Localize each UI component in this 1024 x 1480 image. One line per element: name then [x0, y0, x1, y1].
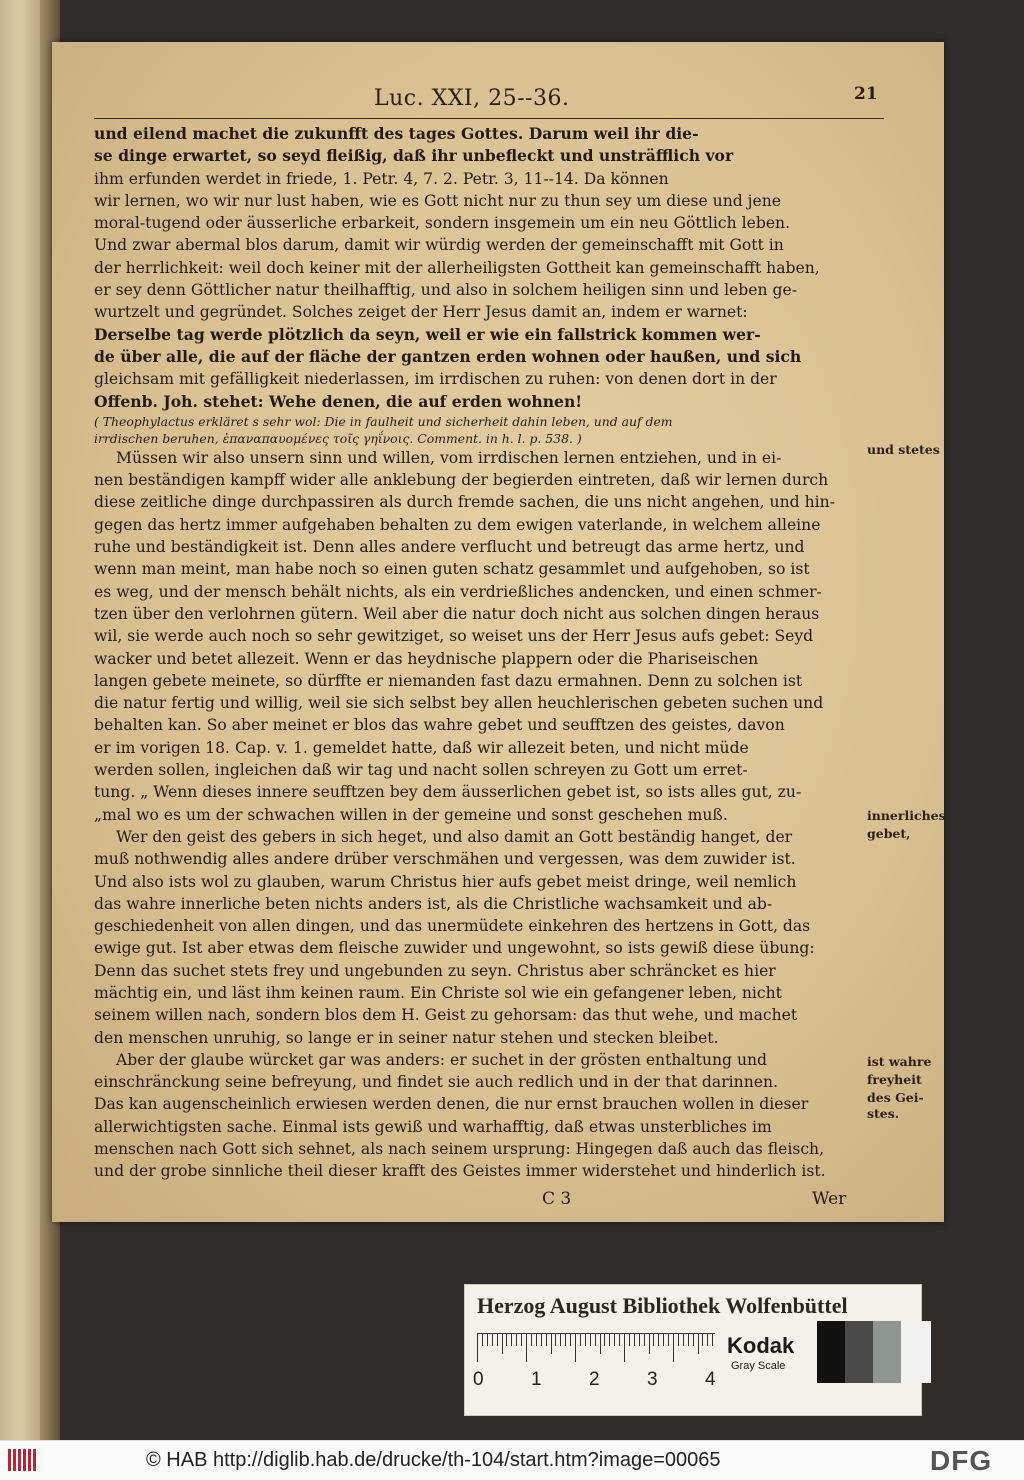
running-head [94, 86, 884, 118]
page-content [94, 86, 884, 1215]
text-line: menschen nach Gott sich sehnet, als nach seinem ursprung: Hingegen daß auch das fleisch, [94, 1140, 825, 1159]
text-line: ihm erfunden werdet in friede, 1. Petr. 4, 7. 2. Petr. 3, 11--14. Da können [94, 169, 669, 188]
text-line: wir lernen, wo wir nur lust haben, wie es Gott nicht nur zu thun sey um diese und jene [94, 191, 782, 210]
ruler-tick [629, 1334, 630, 1346]
text-line: Wer den geist des gebers in sich heget, und also damit an Gott beständig hanget, der [116, 827, 793, 846]
text-line: se dinge erwartet, so seyd fleißig, daß ihr unbefleckt und unsträfflich vor [94, 146, 734, 166]
text-line: mächtig ein, und läst ihm keinen raum. Ein Christe sol wie ein gefangener leben, nicht [94, 983, 782, 1002]
ruler-tick [595, 1334, 596, 1346]
ruler-tick [541, 1334, 542, 1346]
ruler-tick [658, 1334, 659, 1346]
text-line: Müssen wir also unsern sinn und willen, vom irrdischen lernen entziehen, und in ei- [116, 448, 782, 467]
ruler-tick [487, 1334, 488, 1346]
ruler-tick [526, 1334, 527, 1362]
ruler-tick [565, 1334, 566, 1346]
note-line: ( Theophylactus erkläret s sehr wol: Die in faulheit und sicherheit dahin leben, und auf dem [94, 413, 673, 429]
ruler-label: 4 [705, 1369, 716, 1390]
ruler-tick [521, 1334, 522, 1346]
page-foot [94, 1187, 884, 1215]
ruler-tick [482, 1334, 483, 1346]
margin-note: gebet, [867, 826, 911, 841]
ruler-tick [702, 1334, 703, 1346]
text-line: wurtzelt und gegründet. Solches zeiget der Herr Jesus damit an, indem er warnet: [94, 303, 748, 322]
ruler-tick [580, 1334, 581, 1346]
ruler-tick [502, 1334, 503, 1354]
gray-swatch [817, 1321, 847, 1383]
text-line: muß nothwendig alles andere drüber verschmähen und vergessen, was dem zuwider ist. [94, 850, 796, 869]
text-line: tzen über den verlohrnen gütern. Weil aber die natur doch nicht aus solchen dingen heraus [94, 604, 820, 623]
text-line: er sey denn Göttlicher natur theilhafftig, und also in solchem heiligen sinn und leben ge- [94, 281, 797, 300]
text-line: Aber der glaube würcket gar was anders: er suchet in der grösten enthaltung und [116, 1050, 768, 1069]
text-line: wacker und betet allezeit. Wenn er das heydnische plappern oder die Phariseischen [94, 649, 759, 668]
book-edge [0, 0, 60, 1440]
margin-note: freyheit [867, 1072, 922, 1087]
text-line: Denn das suchet stets frey und ungebunden zu seyn. Christus aber schräncket es hier [94, 961, 776, 980]
text-line: geschiedenheit von allen dingen, und das unermüdete einkehren des hertzens in Gott, das [94, 917, 811, 936]
page-number: 21 [854, 84, 878, 104]
dfg-logo: DFG [930, 1445, 993, 1476]
text-line: und der grobe sinnliche theil dieser krafft des Geistes immer widerstehet und hinderlich ist. [94, 1162, 826, 1181]
ruler-tick [663, 1334, 664, 1346]
ruler-tick [609, 1334, 610, 1346]
ruler-tick [536, 1334, 537, 1346]
copyright-link[interactable]: © HAB http://diglib.hab.de/drucke/th-104/start.htm?image=00065 [146, 1449, 721, 1471]
text-line: gegen das hertz immer aufgehaben behalten zu dem ewigen vaterlande, in welchem alleine [94, 515, 821, 534]
ruler-tick [551, 1334, 552, 1354]
text-line: ruhe und beständigkeit ist. Denn alles andere verflucht und betreugt das arme hertz, und [94, 538, 805, 557]
margin-note: des Gei- [867, 1090, 924, 1105]
text-line: Und zwar abermal blos darum, damit wir würdig werden der gemeinschafft mit Gott in [94, 236, 784, 255]
text-line: nen beständigen kampff wider alle anklebung der begierden eintreten, daß wir lernen durch [94, 471, 829, 490]
ruler-label: 3 [647, 1369, 658, 1390]
ruler-tick [546, 1334, 547, 1346]
ruler-tick [712, 1334, 713, 1346]
text-line: der herrlichkeit: weil doch keiner mit der allerheiligsten Gottheit kan gemeinschafft haben, [94, 258, 820, 277]
ruler-tick [555, 1334, 556, 1346]
margin-note: stes. [867, 1106, 900, 1121]
ruler-tick [600, 1334, 601, 1354]
ruler-tick [683, 1334, 684, 1346]
ruler-tick [619, 1334, 620, 1346]
ruler-tick [649, 1334, 650, 1354]
ruler-tick [644, 1334, 645, 1346]
hab-logo-icon [8, 1449, 44, 1471]
ruler-tick [506, 1334, 507, 1346]
text-line: diese zeitliche dinge durchpassiren als durch fremde sachen, die uns nicht angehen, und hin- [94, 493, 835, 512]
ruler-tick [634, 1334, 635, 1346]
ruler-tick [497, 1334, 498, 1346]
ruler-tick [673, 1334, 674, 1362]
ruler-tick [516, 1334, 517, 1346]
text-line: es weg, und der mensch behält nichts, als ein verdrießliches andencken, und einen schmer- [94, 582, 822, 601]
catchword: Wer [812, 1188, 847, 1209]
ruler-tick [688, 1334, 689, 1346]
ruler-tick [477, 1334, 478, 1362]
text-line: langen gebete meinete, so dürffte er niemanden fast dazu ermahnen. Denn zu solchen ist [94, 671, 803, 690]
ruler-tick [604, 1334, 605, 1346]
text-line: die natur fertig und willig, weil sie sich selbst bey allen heuchlerischen gebeten suchen und [94, 694, 824, 713]
ruler-tick [653, 1334, 654, 1346]
text-line: einschränckung seine befreyung, und findet sie auch redlich und in der that darinnen. [94, 1073, 778, 1092]
text-line: das wahre innerliche beten nichts anders ist, als die Christliche wachsamkeit und ab- [94, 894, 773, 913]
ruler-tick [511, 1334, 512, 1346]
margin-note: ist wahre [867, 1054, 932, 1069]
text-line: und eilend machet die zukunfft des tages Gottes. Darum weil ihr die- [94, 124, 699, 143]
ruler-label: 0 [473, 1369, 484, 1390]
text-line: wenn man meint, man habe noch so einen guten schatz gesammlet und aufgehoben, so ist [94, 560, 810, 579]
margin-note: und stetes [867, 442, 940, 457]
ruler-tick [570, 1334, 571, 1346]
ruler-tick [668, 1334, 669, 1346]
margin-note: innerliches [867, 808, 946, 823]
note-line: irrdischen beruhen, ἐπαναπαυομένες τοῖς γηΐνοις. Comment. in h. l. p. 538. ) [94, 430, 582, 446]
kodak-subtitle: Gray Scale [731, 1360, 786, 1372]
ruler-tick [678, 1334, 679, 1346]
ruler-tick [707, 1334, 708, 1346]
body-text [94, 123, 884, 1183]
measure-ruler [477, 1333, 715, 1364]
ruler-tick [639, 1334, 640, 1346]
text-line: werden sollen, ingleichen daß wir tag und nacht sollen schreyen zu Gott um erret- [94, 761, 748, 780]
text-line: Das kan augenscheinlich erwiesen werden denen, die nur ernst brauchen wollen in dieser [94, 1095, 809, 1114]
text-line: tung. „ Wenn dieses innere seufftzen bey dem äusserlichen gebet ist, so ists alles gut, zu- [94, 783, 802, 802]
text-line: seinem willen nach, sondern blos dem H. Geist zu gehorsam: das thut wehe, und machet [94, 1006, 798, 1025]
text-line: Offenb. Joh. stehet: Wehe denen, die auf erden wohnen! [94, 391, 583, 411]
text-line: er im vorigen 18. Cap. v. 1. gemeldet hatte, daß wir allezeit beten, und nicht müde [94, 738, 749, 757]
footer-bar [0, 1440, 1024, 1480]
ruler-tick [575, 1334, 576, 1362]
ruler-tick [614, 1334, 615, 1346]
gray-swatch [845, 1321, 875, 1383]
text-line: den menschen unruhig, so lange er in seiner natur stehen und stecken bleibet. [94, 1028, 719, 1047]
ruler-tick [492, 1334, 493, 1346]
gray-swatch [901, 1321, 931, 1383]
signature-mark: C 3 [542, 1188, 572, 1209]
book-page [52, 42, 944, 1222]
ruler-tick [590, 1334, 591, 1346]
text-line: behalten kan. So aber meinet er blos das wahre gebet und seufftzen des geistes, davon [94, 716, 785, 735]
kodak-logo: Kodak [727, 1333, 795, 1358]
gray-swatch [873, 1321, 903, 1383]
ruler-labels [473, 1369, 727, 1393]
text-line: Und also ists wol zu glauben, warum Christus hier aufs gebet meist dringe, weil nemlich [94, 872, 797, 891]
text-line: allerwichtigsten sache. Einmal ists gewiß und warhafftig, daß etwas unsterbliches im [94, 1117, 772, 1136]
text-line: gleichsam mit gefälligkeit niederlassen, im irrdischen zu ruhen: von denen dort in der [94, 370, 777, 389]
text-line: de über alle, die auf der fläche der gantzen erden wohnen oder haußen, und sich [94, 346, 802, 366]
text-line: wil, sie werde auch noch so sehr gewitziget, so weiset uns der Herr Jesus aufs gebet: Seyd [94, 627, 814, 646]
text-line: Derselbe tag werde plötzlich da seyn, weil er wie ein fallstrick kommen wer- [94, 324, 761, 344]
text-line: „mal wo es um der schwachen willen in der gemeine und sonst geschehen muß. [94, 805, 728, 824]
ruler-tick [585, 1334, 586, 1346]
ruler-tick [693, 1334, 694, 1346]
ruler-tick [698, 1334, 699, 1354]
ruler-tick [531, 1334, 532, 1346]
text-line: ewige gut. Ist aber etwas dem fleische zuwider und ungewohnt, so ists gewiß diese übung: [94, 939, 815, 958]
library-title: Herzog August Bibliothek Wolfenbüttel [477, 1293, 848, 1318]
text-line: moral-tugend oder äusserliche erbarkeit, sondern insgemein um ein neu Göttlich leben. [94, 214, 791, 233]
head-rule [94, 118, 884, 119]
ruler-tick [624, 1334, 625, 1362]
ruler-label: 1 [531, 1369, 542, 1390]
running-title: Luc. XXI, 25--36. [374, 86, 570, 111]
library-card [464, 1284, 922, 1416]
ruler-label: 2 [589, 1369, 600, 1390]
ruler-tick [560, 1334, 561, 1346]
